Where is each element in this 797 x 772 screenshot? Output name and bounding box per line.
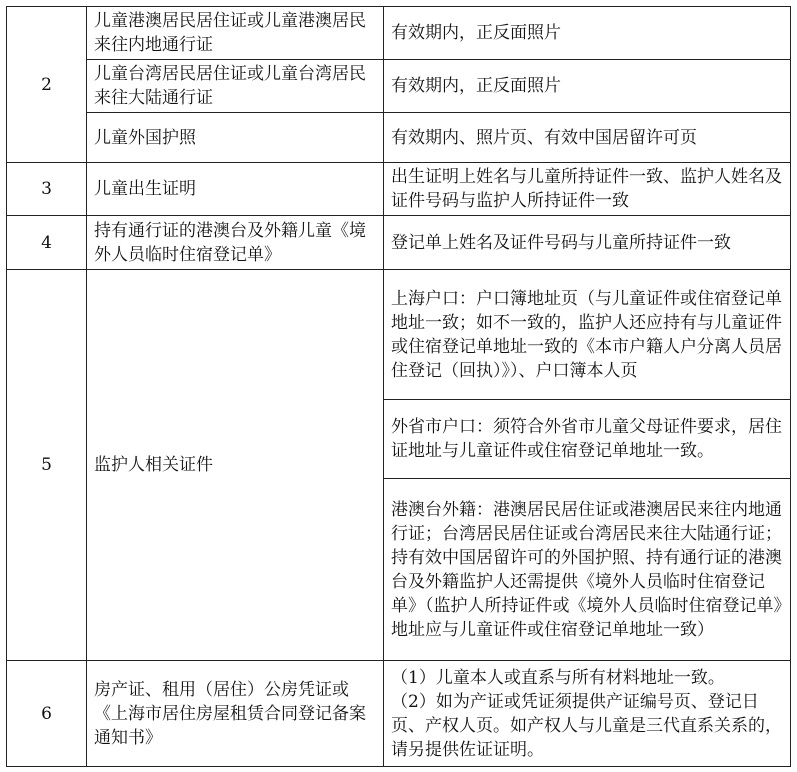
table-row (7, 60, 791, 113)
requirement-item-2: （2）如为产证或凭证须提供产证编号页、登记日页、产权人页。如产权人与儿童是三代直系关系的，请另提供佐证证明。 (391, 691, 782, 760)
document-name: 儿童台湾居民居住证或儿童台湾居民来往大陆通行证 (87, 60, 384, 113)
row-number: 3 (7, 163, 87, 216)
table-row (7, 270, 791, 400)
document-name: 房产证、租用（居住）公房凭证或《上海市居住房屋租赁合同登记备案通知书》 (87, 661, 384, 767)
document-requirement (384, 661, 791, 767)
document-name: 儿童外国护照 (87, 113, 384, 163)
document-name: 持有通行证的港澳台及外籍儿童《境外人员临时住宿登记单》 (87, 216, 384, 270)
table-row (7, 661, 791, 767)
document-requirement: 出生证明上姓名与儿童所持证件一致、监护人姓名及证件号码与监护人所持证件一致 (384, 163, 791, 216)
document-requirement: 港澳台外籍：港澳居民居住证或港澳居民来往内地通行证；台湾居民居住证或台湾居民来往大陆通行证；持有效中国居留许可的外国护照、持有通行证的港澳台及外籍监护人还需提供《境外人员临时住宿登记单》（监护人所持证件或《境外人员临时住宿登记单》地址应与儿童证件或住宿登记单地址一致） (384, 479, 791, 661)
row-number: 4 (7, 216, 87, 270)
document-requirement: 有效期内、照片页、有效中国居留许可页 (384, 113, 791, 163)
row-number: 2 (7, 7, 87, 163)
document-name: 儿童出生证明 (87, 163, 384, 216)
document-requirement: 有效期内，正反面照片 (384, 7, 791, 60)
document-requirement: 登记单上姓名及证件号码与儿童所持证件一致 (384, 216, 791, 270)
requirements-table (6, 6, 791, 767)
table-row (7, 7, 791, 60)
table-row (7, 113, 791, 163)
row-number: 5 (7, 270, 87, 661)
document-name: 监护人相关证件 (87, 270, 384, 661)
document-requirement: 上海户口：户口簿地址页（与儿童证件或住宿登记单地址一致；如不一致的，监护人还应持有与儿童证件或住宿登记单地址一致的《本市户籍人户分离人员居住登记（回执）》）、户口簿本人页 (384, 270, 791, 400)
row-number: 6 (7, 661, 87, 767)
document-name: 儿童港澳居民居住证或儿童港澳居民来往内地通行证 (87, 7, 384, 60)
document-requirement: 外省市户口：须符合外省市儿童父母证件要求，居住证地址与儿童证件或住宿登记单地址一致。 (384, 400, 791, 479)
table-row (7, 216, 791, 270)
requirement-item-1: （1）儿童本人或直系与所有材料地址一致。 (391, 667, 725, 688)
document-requirement: 有效期内，正反面照片 (384, 60, 791, 113)
table-row (7, 163, 791, 216)
